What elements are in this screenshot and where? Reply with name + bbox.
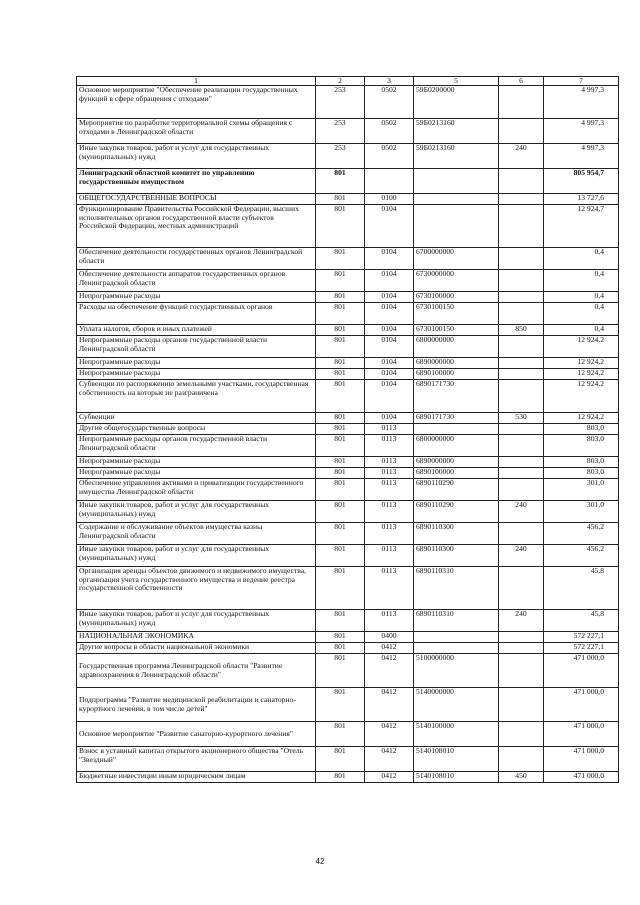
table-row (77, 205, 619, 248)
table-row (77, 654, 619, 688)
cell-c2: 801 (316, 205, 365, 248)
cell-name: Иные закупки товаров, работ и услуг для государственных (муниципальных) нужд (77, 144, 316, 169)
cell-c2: 801 (316, 545, 365, 567)
cell-c5: 6890100000 (414, 468, 499, 479)
cell-c5: 6890110300 (414, 523, 499, 545)
cell-c5: 6890000000 (414, 457, 499, 468)
cell-c3: 0412 (365, 772, 414, 783)
cell-c5: 6890110290 (414, 479, 499, 501)
cell-c7: 4 997,3 (544, 86, 619, 119)
table-row (77, 424, 619, 435)
cell-name: Непрограммные расходы органов государственной власти Ленинградской области (77, 435, 316, 457)
cell-c7: 12 924,7 (544, 205, 619, 248)
cell-c6 (499, 567, 544, 610)
cell-c3: 0113 (365, 545, 414, 567)
table-row (77, 457, 619, 468)
cell-c2: 801 (316, 435, 365, 457)
cell-c3: 0104 (365, 413, 414, 424)
cell-c2: 801 (316, 688, 365, 722)
cell-c6 (499, 747, 544, 772)
cell-c3: 0400 (365, 632, 414, 643)
cell-c3: 0100 (365, 194, 414, 205)
cell-c3: 0502 (365, 119, 414, 144)
cell-c5: 6730100150 (414, 303, 499, 325)
cell-c5 (414, 632, 499, 643)
cell-c2: 801 (316, 632, 365, 643)
table-row (77, 86, 619, 119)
cell-c6: 530 (499, 413, 544, 424)
table-row (77, 325, 619, 336)
table-row (77, 144, 619, 169)
cell-name: Субвенции по распоряжению земельными участками, государственная собственность на которые не разграничена (77, 380, 316, 413)
cell-c3: 0412 (365, 722, 414, 747)
cell-c6 (499, 292, 544, 303)
cell-c3: 0104 (365, 270, 414, 292)
cell-name: Непрограммные расходы органов государственной власти Ленинградской области (77, 336, 316, 358)
cell-name: Мероприятия по разработке территориальной схемы обращения с отходами в Ленинградской области (77, 119, 316, 144)
cell-c7: 805 954,7 (544, 169, 619, 194)
cell-c7: 572 227,1 (544, 632, 619, 643)
table-row (77, 545, 619, 567)
cell-c6 (499, 523, 544, 545)
cell-name: Обеспечение управления активами и приватизации государственного имущества Ленинградской области (77, 479, 316, 501)
cell-c7: 471 000,0 (544, 654, 619, 688)
cell-c7: 301,0 (544, 501, 619, 523)
cell-c3: 0113 (365, 567, 414, 610)
cell-c7: 0,4 (544, 270, 619, 292)
table-row (77, 303, 619, 325)
cell-name: Иные закупки товаров, работ и услуг для государственных (муниципальных) нужд (77, 501, 316, 523)
cell-c7: 301,0 (544, 479, 619, 501)
cell-c2: 801 (316, 747, 365, 772)
cell-name: Государственная программа Ленинградской области "Развитие здравоохранения в Ленинградской области" (77, 654, 316, 688)
cell-c3: 0104 (365, 303, 414, 325)
cell-c3: 0113 (365, 479, 414, 501)
table-row (77, 523, 619, 545)
cell-c6 (499, 643, 544, 654)
cell-c6 (499, 380, 544, 413)
cell-c5: 6890100000 (414, 369, 499, 380)
cell-c6 (499, 270, 544, 292)
cell-c7: 12 924,2 (544, 413, 619, 424)
cell-c6 (499, 722, 544, 747)
cell-c5: 6890000000 (414, 358, 499, 369)
cell-c5: 6700000000 (414, 248, 499, 270)
cell-c7: 803,0 (544, 457, 619, 468)
cell-c3: 0104 (365, 369, 414, 380)
cell-c6 (499, 303, 544, 325)
table-row (77, 567, 619, 610)
cell-c7: 0,4 (544, 303, 619, 325)
cell-name: ОБЩЕГОСУДАРСТВЕННЫЕ ВОПРОСЫ (77, 194, 316, 205)
cell-c3: 0412 (365, 747, 414, 772)
cell-c3: 0104 (365, 358, 414, 369)
cell-c7: 471 000,0 (544, 688, 619, 722)
table-row (77, 369, 619, 380)
cell-c6: 240 (499, 545, 544, 567)
cell-c5: 6890110310 (414, 567, 499, 610)
cell-c2: 253 (316, 119, 365, 144)
cell-c6 (499, 435, 544, 457)
cell-c2: 801 (316, 336, 365, 358)
cell-c5: 6730000000 (414, 270, 499, 292)
cell-c2: 801 (316, 643, 365, 654)
cell-c3: 0113 (365, 424, 414, 435)
cell-c7: 4 997,3 (544, 119, 619, 144)
cell-c2: 253 (316, 144, 365, 169)
cell-c3: 0113 (365, 457, 414, 468)
cell-c2: 801 (316, 772, 365, 783)
cell-c3: 0104 (365, 336, 414, 358)
cell-c6 (499, 358, 544, 369)
cell-c2: 801 (316, 567, 365, 610)
cell-c7: 12 924,2 (544, 358, 619, 369)
cell-c6 (499, 336, 544, 358)
cell-c5: 6890171730 (414, 413, 499, 424)
header-col-6: 6 (499, 77, 544, 86)
cell-c7: 803,0 (544, 468, 619, 479)
cell-c5: 5140108010 (414, 772, 499, 783)
cell-name: Иные закупки товаров, работ и услуг для государственных (муниципальных) нужд (77, 545, 316, 567)
cell-name: Основное мероприятие "Развитие санаторно-курортного лечения" (77, 722, 316, 747)
cell-c2: 801 (316, 523, 365, 545)
cell-c5 (414, 424, 499, 435)
cell-c3 (365, 169, 414, 194)
cell-c2: 801 (316, 380, 365, 413)
cell-c6 (499, 169, 544, 194)
cell-c2: 801 (316, 457, 365, 468)
cell-c6 (499, 248, 544, 270)
cell-c7: 4 997,3 (544, 144, 619, 169)
cell-c5: 5140000000 (414, 688, 499, 722)
cell-c3: 0113 (365, 468, 414, 479)
cell-name: Обеспечение деятельности государственных органов Ленинградской области (77, 248, 316, 270)
cell-c7: 456,2 (544, 545, 619, 567)
cell-name: Функционирование Правительства Российской Федерации, высших исполнительных органов государственной власти субъектов Российской Федерации, местных администраций (77, 205, 316, 248)
cell-c2: 801 (316, 413, 365, 424)
cell-c3: 0104 (365, 380, 414, 413)
cell-c7: 0,4 (544, 248, 619, 270)
table-row (77, 119, 619, 144)
cell-c5 (414, 643, 499, 654)
cell-name: Расходы на обеспечение функций государственных органов (77, 303, 316, 325)
cell-c7: 0,4 (544, 292, 619, 303)
cell-c5: 6890110300 (414, 545, 499, 567)
cell-c2: 801 (316, 468, 365, 479)
header-col-2: 2 (316, 77, 365, 86)
cell-c5 (414, 205, 499, 248)
cell-name: Основное мероприятие "Обеспечение реализации государственных функций в сфере обращения с отходами" (77, 86, 316, 119)
cell-c7: 803,0 (544, 424, 619, 435)
cell-name: Другие вопросы в области национальной экономики (77, 643, 316, 654)
cell-c5: 5100000000 (414, 654, 499, 688)
cell-c7: 471 000,0 (544, 747, 619, 772)
cell-c6 (499, 457, 544, 468)
cell-c7: 12 924,2 (544, 380, 619, 413)
cell-c2: 801 (316, 270, 365, 292)
cell-c3: 0104 (365, 325, 414, 336)
cell-c6 (499, 119, 544, 144)
cell-c2: 801 (316, 501, 365, 523)
cell-name: Взнос в уставный капитал открытого акционерного общества "Отель "Звездный" (77, 747, 316, 772)
cell-name: Субвенции (77, 413, 316, 424)
cell-c3: 0412 (365, 654, 414, 688)
cell-c5: 5140100000 (414, 722, 499, 747)
cell-c2: 801 (316, 654, 365, 688)
table-row (77, 435, 619, 457)
cell-name: Подпрограмма "Развитие медицинской реабилитации и санаторно-курортного лечения, в том числе детей" (77, 688, 316, 722)
table-row (77, 722, 619, 747)
cell-c6: 240 (499, 144, 544, 169)
cell-c5: 6800000000 (414, 435, 499, 457)
cell-name: Непрограммные расходы (77, 457, 316, 468)
table-row (77, 479, 619, 501)
cell-c2: 801 (316, 325, 365, 336)
cell-c2: 801 (316, 479, 365, 501)
cell-c7: 12 924,2 (544, 336, 619, 358)
cell-c5 (414, 169, 499, 194)
cell-c5 (414, 194, 499, 205)
cell-c6: 240 (499, 610, 544, 632)
cell-name: Иные закупки товаров, работ и услуг для государственных (муниципальных) нужд (77, 610, 316, 632)
cell-c7: 12 924,2 (544, 369, 619, 380)
cell-c7: 471 000,0 (544, 722, 619, 747)
cell-name: Содержание и обслуживание объектов имущества казны Ленинградской области (77, 523, 316, 545)
cell-name: Непрограммные расходы (77, 369, 316, 380)
cell-c5: 6800000000 (414, 336, 499, 358)
table-row (77, 270, 619, 292)
cell-c6 (499, 205, 544, 248)
table-row (77, 688, 619, 722)
cell-c5: 6890110310 (414, 610, 499, 632)
cell-name: Ленинградский областной комитет по управлению государственным имуществом (77, 169, 316, 194)
header-col-3: 3 (365, 77, 414, 86)
table-row (77, 632, 619, 643)
cell-name: Непрограммные расходы (77, 292, 316, 303)
page-number: 42 (315, 857, 325, 866)
table-row (77, 336, 619, 358)
cell-c2: 801 (316, 303, 365, 325)
cell-c5: 6890171730 (414, 380, 499, 413)
cell-c6 (499, 424, 544, 435)
cell-c6 (499, 654, 544, 688)
cell-name: Бюджетные инвестиции иным юридическим лицам (77, 772, 316, 783)
cell-name: Организация аренды объектов движимого и недвижимого имущества, организация учета государственного имущества и ведение реестра государственной собственности (77, 567, 316, 610)
cell-c6: 450 (499, 772, 544, 783)
table-row (77, 501, 619, 523)
cell-c6 (499, 479, 544, 501)
cell-name: Другие общегосударственные вопросы (77, 424, 316, 435)
cell-c7: 0,4 (544, 325, 619, 336)
header-col-5: 5 (414, 77, 499, 86)
cell-c2: 801 (316, 248, 365, 270)
cell-c3: 0104 (365, 205, 414, 248)
table-row (77, 169, 619, 194)
cell-c3: 0502 (365, 144, 414, 169)
table-row (77, 643, 619, 654)
header-col-7: 7 (544, 77, 619, 86)
cell-c5: 59Б0200000 (414, 86, 499, 119)
cell-c2: 801 (316, 358, 365, 369)
table-row (77, 358, 619, 369)
cell-c5: 6730100000 (414, 292, 499, 303)
cell-c2: 801 (316, 610, 365, 632)
table-row (77, 610, 619, 632)
cell-c5: 5140108010 (414, 747, 499, 772)
table-row (77, 194, 619, 205)
table-row (77, 248, 619, 270)
cell-c3: 0113 (365, 435, 414, 457)
cell-c2: 801 (316, 194, 365, 205)
cell-c3: 0113 (365, 523, 414, 545)
cell-name: Уплата налогов, сборов и иных платежей (77, 325, 316, 336)
cell-c2: 801 (316, 292, 365, 303)
cell-c3: 0113 (365, 501, 414, 523)
cell-c7: 13 727,6 (544, 194, 619, 205)
cell-c6 (499, 632, 544, 643)
cell-c2: 801 (316, 424, 365, 435)
header-col-1: 1 (77, 77, 316, 86)
table-row (77, 468, 619, 479)
cell-c5: 6730100150 (414, 325, 499, 336)
cell-name: Непрограммные расходы (77, 468, 316, 479)
cell-c7: 456,2 (544, 523, 619, 545)
cell-c2: 801 (316, 369, 365, 380)
cell-c5: 59Б0213160 (414, 144, 499, 169)
cell-c6: 240 (499, 501, 544, 523)
cell-name: НАЦИОНАЛЬНАЯ ЭКОНОМИКА (77, 632, 316, 643)
cell-c7: 803,0 (544, 435, 619, 457)
cell-c6 (499, 688, 544, 722)
cell-c2: 801 (316, 722, 365, 747)
cell-name: Непрограммные расходы (77, 358, 316, 369)
cell-c5: 6890110290 (414, 501, 499, 523)
cell-c6 (499, 86, 544, 119)
budget-table (76, 76, 619, 783)
cell-c7: 45,8 (544, 567, 619, 610)
cell-c6 (499, 369, 544, 380)
table-row (77, 292, 619, 303)
table-row (77, 380, 619, 413)
cell-c7: 572 227,1 (544, 643, 619, 654)
cell-c3: 0412 (365, 688, 414, 722)
cell-c5: 59Б0213160 (414, 119, 499, 144)
cell-c7: 45,8 (544, 610, 619, 632)
cell-c3: 0502 (365, 86, 414, 119)
cell-c3: 0104 (365, 292, 414, 303)
table-row (77, 772, 619, 783)
cell-c6: 850 (499, 325, 544, 336)
cell-c7: 471 000,0 (544, 772, 619, 783)
table-row (77, 413, 619, 424)
cell-name: Обеспечение деятельности аппаратов государственных органов Ленинградской области (77, 270, 316, 292)
cell-c2: 253 (316, 86, 365, 119)
cell-c3: 0104 (365, 248, 414, 270)
cell-c6 (499, 194, 544, 205)
cell-c2: 801 (316, 169, 365, 194)
table-row (77, 747, 619, 772)
cell-c3: 0412 (365, 643, 414, 654)
cell-c3: 0113 (365, 610, 414, 632)
cell-c6 (499, 468, 544, 479)
